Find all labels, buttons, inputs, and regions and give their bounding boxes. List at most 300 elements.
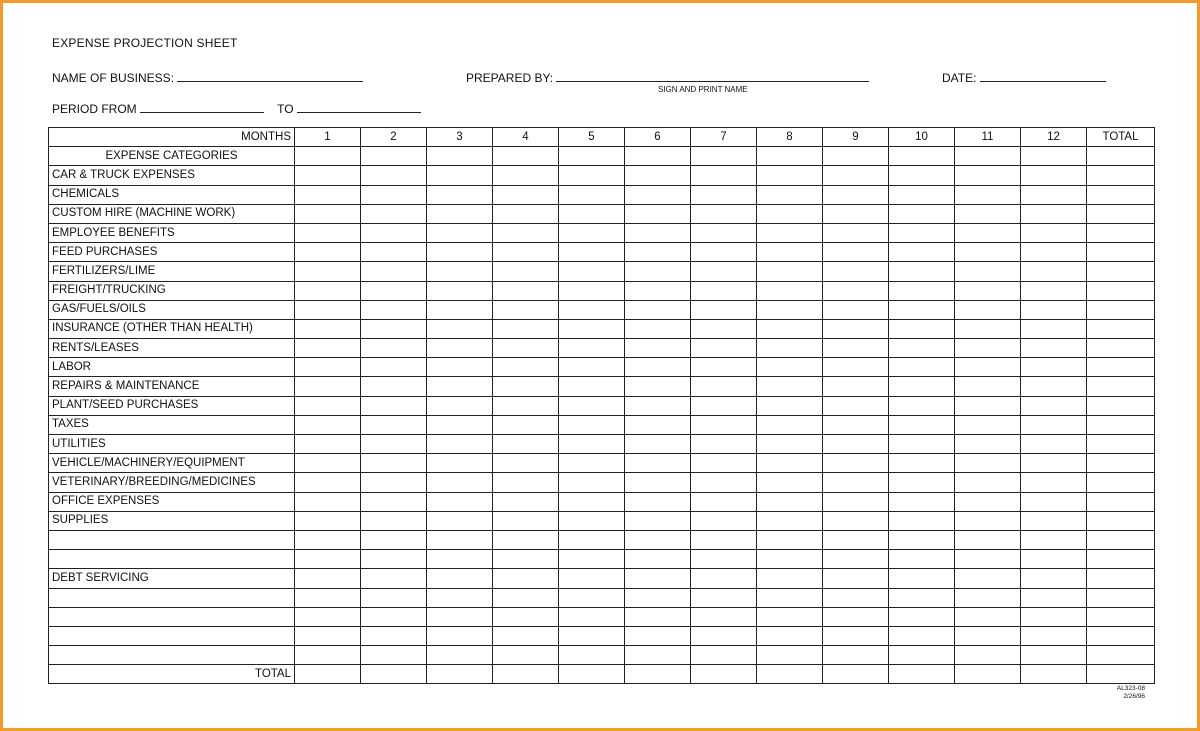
amount-cell[interactable]: [493, 665, 559, 684]
amount-cell[interactable]: [493, 243, 559, 262]
amount-cell[interactable]: [889, 377, 955, 396]
row-total-cell[interactable]: [1087, 185, 1155, 204]
amount-cell[interactable]: [955, 415, 1021, 434]
amount-cell[interactable]: [625, 473, 691, 492]
amount-cell[interactable]: [559, 204, 625, 223]
amount-cell[interactable]: [955, 166, 1021, 185]
amount-cell[interactable]: [361, 435, 427, 454]
amount-cell[interactable]: [427, 473, 493, 492]
amount-cell[interactable]: [625, 492, 691, 511]
amount-cell[interactable]: [361, 319, 427, 338]
amount-cell[interactable]: [427, 415, 493, 434]
amount-cell[interactable]: [625, 204, 691, 223]
amount-cell[interactable]: [625, 454, 691, 473]
amount-cell[interactable]: [427, 665, 493, 684]
amount-cell[interactable]: [823, 377, 889, 396]
amount-cell[interactable]: [493, 626, 559, 645]
amount-cell[interactable]: [295, 319, 361, 338]
date-line[interactable]: [980, 69, 1106, 82]
amount-cell[interactable]: [1021, 396, 1087, 415]
amount-cell[interactable]: [691, 454, 757, 473]
amount-cell[interactable]: [427, 243, 493, 262]
amount-cell[interactable]: [625, 511, 691, 530]
amount-cell[interactable]: [559, 588, 625, 607]
amount-cell[interactable]: [691, 377, 757, 396]
row-total-cell[interactable]: [1087, 147, 1155, 166]
amount-cell[interactable]: [559, 358, 625, 377]
amount-cell[interactable]: [691, 319, 757, 338]
amount-cell[interactable]: [757, 646, 823, 665]
amount-cell[interactable]: [559, 262, 625, 281]
amount-cell[interactable]: [757, 147, 823, 166]
amount-cell[interactable]: [625, 147, 691, 166]
amount-cell[interactable]: [295, 300, 361, 319]
amount-cell[interactable]: [757, 530, 823, 549]
amount-cell[interactable]: [559, 396, 625, 415]
amount-cell[interactable]: [559, 569, 625, 588]
amount-cell[interactable]: [757, 319, 823, 338]
amount-cell[interactable]: [757, 665, 823, 684]
amount-cell[interactable]: [889, 511, 955, 530]
amount-cell[interactable]: [295, 185, 361, 204]
amount-cell[interactable]: [955, 626, 1021, 645]
amount-cell[interactable]: [823, 626, 889, 645]
amount-cell[interactable]: [625, 300, 691, 319]
amount-cell[interactable]: [361, 339, 427, 358]
amount-cell[interactable]: [823, 415, 889, 434]
amount-cell[interactable]: [427, 300, 493, 319]
amount-cell[interactable]: [493, 262, 559, 281]
amount-cell[interactable]: [559, 166, 625, 185]
amount-cell[interactable]: [427, 569, 493, 588]
amount-cell[interactable]: [889, 665, 955, 684]
amount-cell[interactable]: [427, 646, 493, 665]
amount-cell[interactable]: [361, 415, 427, 434]
amount-cell[interactable]: [361, 569, 427, 588]
category-label[interactable]: [49, 626, 295, 645]
amount-cell[interactable]: [889, 223, 955, 242]
row-total-cell[interactable]: [1087, 300, 1155, 319]
amount-cell[interactable]: [625, 646, 691, 665]
amount-cell[interactable]: [559, 147, 625, 166]
amount-cell[interactable]: [295, 281, 361, 300]
amount-cell[interactable]: [955, 243, 1021, 262]
amount-cell[interactable]: [757, 166, 823, 185]
amount-cell[interactable]: [625, 166, 691, 185]
amount-cell[interactable]: [691, 262, 757, 281]
amount-cell[interactable]: [625, 550, 691, 569]
row-total-cell[interactable]: [1087, 415, 1155, 434]
amount-cell[interactable]: [493, 319, 559, 338]
amount-cell[interactable]: [625, 339, 691, 358]
amount-cell[interactable]: [889, 185, 955, 204]
amount-cell[interactable]: [559, 281, 625, 300]
amount-cell[interactable]: [559, 550, 625, 569]
amount-cell[interactable]: [493, 511, 559, 530]
amount-cell[interactable]: [1021, 262, 1087, 281]
amount-cell[interactable]: [691, 435, 757, 454]
row-total-cell[interactable]: [1087, 339, 1155, 358]
amount-cell[interactable]: [691, 339, 757, 358]
amount-cell[interactable]: [361, 223, 427, 242]
category-label[interactable]: [49, 607, 295, 626]
prepared-by-line[interactable]: [556, 69, 869, 82]
category-label[interactable]: [49, 646, 295, 665]
amount-cell[interactable]: [625, 243, 691, 262]
row-total-cell[interactable]: [1087, 435, 1155, 454]
amount-cell[interactable]: [955, 358, 1021, 377]
amount-cell[interactable]: [889, 415, 955, 434]
amount-cell[interactable]: [757, 435, 823, 454]
amount-cell[interactable]: [427, 147, 493, 166]
category-label[interactable]: [49, 530, 295, 549]
amount-cell[interactable]: [361, 646, 427, 665]
row-total-cell[interactable]: [1087, 281, 1155, 300]
amount-cell[interactable]: [757, 281, 823, 300]
amount-cell[interactable]: [493, 185, 559, 204]
amount-cell[interactable]: [427, 319, 493, 338]
amount-cell[interactable]: [493, 530, 559, 549]
amount-cell[interactable]: [691, 204, 757, 223]
amount-cell[interactable]: [295, 492, 361, 511]
amount-cell[interactable]: [361, 665, 427, 684]
amount-cell[interactable]: [559, 223, 625, 242]
amount-cell[interactable]: [493, 358, 559, 377]
row-total-cell[interactable]: [1087, 319, 1155, 338]
amount-cell[interactable]: [295, 530, 361, 549]
amount-cell[interactable]: [427, 626, 493, 645]
amount-cell[interactable]: [757, 358, 823, 377]
amount-cell[interactable]: [955, 588, 1021, 607]
amount-cell[interactable]: [295, 435, 361, 454]
row-total-cell[interactable]: [1087, 550, 1155, 569]
amount-cell[interactable]: [295, 339, 361, 358]
amount-cell[interactable]: [691, 530, 757, 549]
amount-cell[interactable]: [757, 262, 823, 281]
category-label[interactable]: [49, 588, 295, 607]
amount-cell[interactable]: [757, 415, 823, 434]
amount-cell[interactable]: [295, 166, 361, 185]
amount-cell[interactable]: [1021, 588, 1087, 607]
amount-cell[interactable]: [493, 569, 559, 588]
amount-cell[interactable]: [691, 550, 757, 569]
business-name-line[interactable]: [177, 69, 363, 82]
amount-cell[interactable]: [889, 281, 955, 300]
amount-cell[interactable]: [955, 396, 1021, 415]
amount-cell[interactable]: [625, 262, 691, 281]
amount-cell[interactable]: [1021, 473, 1087, 492]
amount-cell[interactable]: [361, 626, 427, 645]
amount-cell[interactable]: [823, 492, 889, 511]
amount-cell[interactable]: [625, 223, 691, 242]
amount-cell[interactable]: [823, 435, 889, 454]
amount-cell[interactable]: [889, 319, 955, 338]
amount-cell[interactable]: [559, 185, 625, 204]
amount-cell[interactable]: [427, 262, 493, 281]
amount-cell[interactable]: [823, 569, 889, 588]
amount-cell[interactable]: [625, 435, 691, 454]
amount-cell[interactable]: [691, 396, 757, 415]
amount-cell[interactable]: [361, 588, 427, 607]
amount-cell[interactable]: [559, 607, 625, 626]
amount-cell[interactable]: [295, 415, 361, 434]
category-label[interactable]: [49, 550, 295, 569]
amount-cell[interactable]: [625, 185, 691, 204]
amount-cell[interactable]: [691, 223, 757, 242]
row-total-cell[interactable]: [1087, 377, 1155, 396]
amount-cell[interactable]: [427, 281, 493, 300]
amount-cell[interactable]: [691, 511, 757, 530]
amount-cell[interactable]: [493, 300, 559, 319]
amount-cell[interactable]: [493, 550, 559, 569]
amount-cell[interactable]: [691, 473, 757, 492]
amount-cell[interactable]: [823, 300, 889, 319]
amount-cell[interactable]: [955, 281, 1021, 300]
amount-cell[interactable]: [1021, 319, 1087, 338]
amount-cell[interactable]: [295, 646, 361, 665]
amount-cell[interactable]: [955, 473, 1021, 492]
amount-cell[interactable]: [955, 646, 1021, 665]
amount-cell[interactable]: [823, 588, 889, 607]
row-total-cell[interactable]: [1087, 473, 1155, 492]
amount-cell[interactable]: [955, 319, 1021, 338]
amount-cell[interactable]: [625, 588, 691, 607]
amount-cell[interactable]: [1021, 204, 1087, 223]
amount-cell[interactable]: [493, 454, 559, 473]
amount-cell[interactable]: [823, 454, 889, 473]
amount-cell[interactable]: [493, 588, 559, 607]
row-total-cell[interactable]: [1087, 530, 1155, 549]
amount-cell[interactable]: [625, 281, 691, 300]
amount-cell[interactable]: [361, 204, 427, 223]
amount-cell[interactable]: [823, 646, 889, 665]
amount-cell[interactable]: [427, 223, 493, 242]
amount-cell[interactable]: [955, 435, 1021, 454]
amount-cell[interactable]: [493, 223, 559, 242]
amount-cell[interactable]: [427, 339, 493, 358]
amount-cell[interactable]: [1021, 530, 1087, 549]
amount-cell[interactable]: [757, 243, 823, 262]
amount-cell[interactable]: [823, 550, 889, 569]
amount-cell[interactable]: [889, 646, 955, 665]
amount-cell[interactable]: [493, 492, 559, 511]
amount-cell[interactable]: [295, 511, 361, 530]
amount-cell[interactable]: [493, 396, 559, 415]
amount-cell[interactable]: [427, 454, 493, 473]
amount-cell[interactable]: [361, 243, 427, 262]
amount-cell[interactable]: [889, 358, 955, 377]
amount-cell[interactable]: [361, 147, 427, 166]
amount-cell[interactable]: [955, 223, 1021, 242]
amount-cell[interactable]: [757, 300, 823, 319]
amount-cell[interactable]: [427, 166, 493, 185]
amount-cell[interactable]: [823, 185, 889, 204]
period-from-line[interactable]: [140, 100, 264, 113]
amount-cell[interactable]: [1021, 454, 1087, 473]
amount-cell[interactable]: [625, 626, 691, 645]
amount-cell[interactable]: [757, 339, 823, 358]
amount-cell[interactable]: [889, 473, 955, 492]
amount-cell[interactable]: [823, 511, 889, 530]
amount-cell[interactable]: [1021, 223, 1087, 242]
amount-cell[interactable]: [757, 492, 823, 511]
amount-cell[interactable]: [889, 243, 955, 262]
amount-cell[interactable]: [691, 147, 757, 166]
amount-cell[interactable]: [823, 223, 889, 242]
amount-cell[interactable]: [625, 377, 691, 396]
amount-cell[interactable]: [823, 358, 889, 377]
amount-cell[interactable]: [427, 511, 493, 530]
amount-cell[interactable]: [427, 377, 493, 396]
row-total-cell[interactable]: [1087, 396, 1155, 415]
amount-cell[interactable]: [889, 550, 955, 569]
amount-cell[interactable]: [1021, 166, 1087, 185]
amount-cell[interactable]: [559, 377, 625, 396]
row-total-cell[interactable]: [1087, 646, 1155, 665]
amount-cell[interactable]: [889, 300, 955, 319]
amount-cell[interactable]: [1021, 243, 1087, 262]
amount-cell[interactable]: [691, 646, 757, 665]
amount-cell[interactable]: [361, 454, 427, 473]
amount-cell[interactable]: [1021, 185, 1087, 204]
amount-cell[interactable]: [295, 147, 361, 166]
amount-cell[interactable]: [625, 569, 691, 588]
amount-cell[interactable]: [559, 415, 625, 434]
amount-cell[interactable]: [889, 166, 955, 185]
amount-cell[interactable]: [955, 569, 1021, 588]
amount-cell[interactable]: [1021, 492, 1087, 511]
amount-cell[interactable]: [427, 185, 493, 204]
amount-cell[interactable]: [889, 588, 955, 607]
amount-cell[interactable]: [955, 185, 1021, 204]
row-total-cell[interactable]: [1087, 223, 1155, 242]
amount-cell[interactable]: [823, 281, 889, 300]
amount-cell[interactable]: [295, 396, 361, 415]
amount-cell[interactable]: [889, 262, 955, 281]
amount-cell[interactable]: [691, 665, 757, 684]
amount-cell[interactable]: [889, 454, 955, 473]
amount-cell[interactable]: [559, 626, 625, 645]
amount-cell[interactable]: [889, 607, 955, 626]
amount-cell[interactable]: [559, 243, 625, 262]
amount-cell[interactable]: [691, 300, 757, 319]
amount-cell[interactable]: [559, 435, 625, 454]
amount-cell[interactable]: [493, 646, 559, 665]
amount-cell[interactable]: [559, 319, 625, 338]
row-total-cell[interactable]: [1087, 492, 1155, 511]
amount-cell[interactable]: [823, 339, 889, 358]
amount-cell[interactable]: [559, 492, 625, 511]
amount-cell[interactable]: [427, 435, 493, 454]
amount-cell[interactable]: [361, 530, 427, 549]
amount-cell[interactable]: [295, 358, 361, 377]
amount-cell[interactable]: [691, 358, 757, 377]
amount-cell[interactable]: [427, 550, 493, 569]
row-total-cell[interactable]: [1087, 626, 1155, 645]
amount-cell[interactable]: [1021, 281, 1087, 300]
amount-cell[interactable]: [757, 511, 823, 530]
amount-cell[interactable]: [493, 339, 559, 358]
amount-cell[interactable]: [757, 396, 823, 415]
amount-cell[interactable]: [427, 588, 493, 607]
amount-cell[interactable]: [295, 223, 361, 242]
amount-cell[interactable]: [955, 262, 1021, 281]
amount-cell[interactable]: [295, 607, 361, 626]
amount-cell[interactable]: [295, 377, 361, 396]
amount-cell[interactable]: [691, 588, 757, 607]
amount-cell[interactable]: [493, 281, 559, 300]
amount-cell[interactable]: [823, 243, 889, 262]
amount-cell[interactable]: [427, 358, 493, 377]
amount-cell[interactable]: [295, 454, 361, 473]
amount-cell[interactable]: [691, 492, 757, 511]
amount-cell[interactable]: [493, 147, 559, 166]
amount-cell[interactable]: [361, 550, 427, 569]
amount-cell[interactable]: [889, 204, 955, 223]
amount-cell[interactable]: [361, 511, 427, 530]
amount-cell[interactable]: [559, 473, 625, 492]
amount-cell[interactable]: [559, 339, 625, 358]
amount-cell[interactable]: [295, 569, 361, 588]
amount-cell[interactable]: [295, 626, 361, 645]
amount-cell[interactable]: [955, 511, 1021, 530]
amount-cell[interactable]: [1021, 607, 1087, 626]
amount-cell[interactable]: [493, 415, 559, 434]
amount-cell[interactable]: [691, 243, 757, 262]
row-total-cell[interactable]: [1087, 569, 1155, 588]
amount-cell[interactable]: [757, 185, 823, 204]
amount-cell[interactable]: [427, 492, 493, 511]
amount-cell[interactable]: [691, 607, 757, 626]
amount-cell[interactable]: [955, 377, 1021, 396]
row-total-cell[interactable]: [1087, 204, 1155, 223]
amount-cell[interactable]: [361, 281, 427, 300]
amount-cell[interactable]: [1021, 511, 1087, 530]
amount-cell[interactable]: [823, 396, 889, 415]
amount-cell[interactable]: [361, 492, 427, 511]
amount-cell[interactable]: [691, 281, 757, 300]
amount-cell[interactable]: [361, 396, 427, 415]
amount-cell[interactable]: [757, 550, 823, 569]
amount-cell[interactable]: [493, 435, 559, 454]
amount-cell[interactable]: [823, 607, 889, 626]
amount-cell[interactable]: [757, 473, 823, 492]
amount-cell[interactable]: [1021, 435, 1087, 454]
amount-cell[interactable]: [955, 339, 1021, 358]
row-total-cell[interactable]: [1087, 243, 1155, 262]
amount-cell[interactable]: [625, 607, 691, 626]
amount-cell[interactable]: [757, 607, 823, 626]
row-total-cell[interactable]: [1087, 262, 1155, 281]
amount-cell[interactable]: [559, 511, 625, 530]
row-total-cell[interactable]: [1087, 588, 1155, 607]
amount-cell[interactable]: [427, 530, 493, 549]
amount-cell[interactable]: [559, 530, 625, 549]
amount-cell[interactable]: [955, 607, 1021, 626]
amount-cell[interactable]: [295, 262, 361, 281]
amount-cell[interactable]: [757, 377, 823, 396]
amount-cell[interactable]: [625, 396, 691, 415]
amount-cell[interactable]: [1021, 665, 1087, 684]
amount-cell[interactable]: [1021, 646, 1087, 665]
amount-cell[interactable]: [823, 319, 889, 338]
amount-cell[interactable]: [691, 185, 757, 204]
amount-cell[interactable]: [493, 166, 559, 185]
amount-cell[interactable]: [1021, 358, 1087, 377]
amount-cell[interactable]: [757, 223, 823, 242]
amount-cell[interactable]: [295, 243, 361, 262]
amount-cell[interactable]: [493, 473, 559, 492]
